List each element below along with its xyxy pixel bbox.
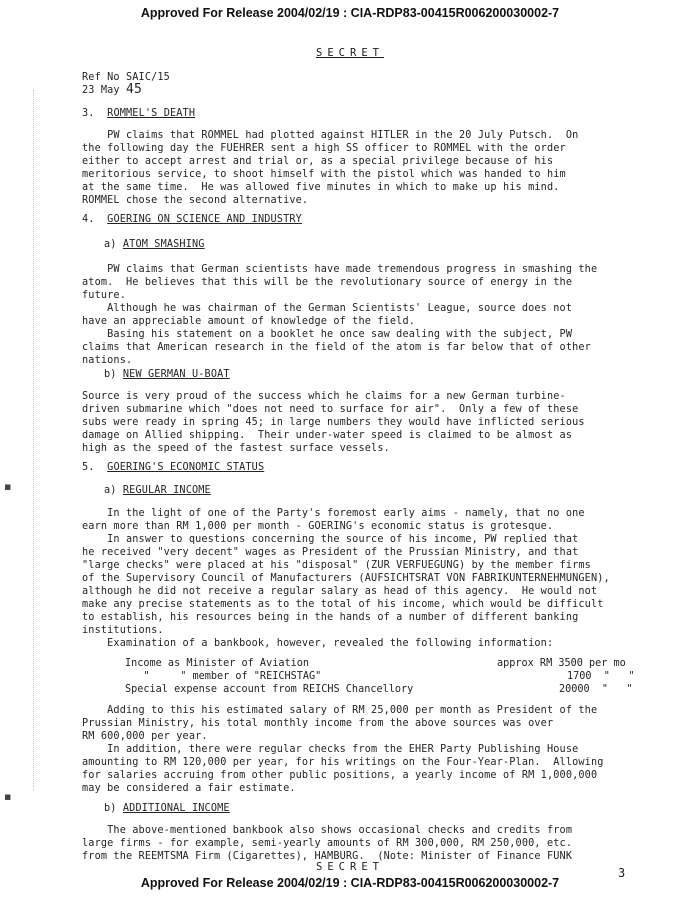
date-prefix: 23 May: [82, 85, 126, 96]
section-number: 3.: [82, 108, 95, 119]
margin-line: [33, 90, 35, 790]
text-line: Although he was chairman of the German Scientists' League, source does not: [82, 303, 573, 314]
text-line: In answer to questions concerning the source of his income, PW replied that: [82, 534, 579, 545]
release-stamp-top: Approved For Release 2004/02/19 : CIA-RDP83-00415R006200030002-7: [140, 6, 560, 20]
text-line: In addition, there were regular checks from the EHER Party Publishing House: [82, 744, 579, 755]
classification-bottom: SECRET: [316, 861, 384, 873]
text-line: from the REEMTSMA Firm (Cigarettes), HAMBURG. (Note: Minister of Finance FUNK: [82, 851, 573, 862]
subsection-4b-heading: [104, 368, 230, 381]
text-line: meritorious service, to shoot himself with the pistol which was handed to him: [82, 169, 566, 180]
subsection-title: ADDITIONAL INCOME: [122, 803, 230, 814]
reference-number: Ref No SAIC/15: [82, 72, 170, 83]
text-line: Prussian Ministry, his total monthly income from the above sources was over: [82, 718, 554, 729]
text-line: damage on Allied shipping. Their under-water speed is claimed to be almost as: [82, 430, 573, 441]
text-line: high as the speed of the fastest surface vessels.: [82, 443, 390, 454]
subsection-number: a): [104, 485, 117, 496]
text-line: have an appreciable amount of knowledge of the field.: [82, 316, 416, 327]
income-row-label: Income as Minister of Aviation: [125, 658, 310, 669]
text-line: of the Supervisory Council of Manufacturers (AUFSICHTSRAT VON FABRIKUNTERNEHMUNGEN),: [82, 573, 610, 584]
text-line: institutions.: [82, 625, 164, 636]
text-line: earn more than RM 1,000 per month - GOERING's economic status is grotesque.: [82, 521, 554, 532]
text-line: future.: [82, 290, 126, 301]
section-4-heading: [82, 213, 302, 226]
text-line: subs were ready in spring 45; in large numbers they would have inflicted serious: [82, 417, 585, 428]
text-line: claims that American research in the field of the atom is far below that of other: [82, 342, 591, 353]
text-line: PW claims that ROMMEL had plotted against HITLER in the 20 July Putsch. On: [82, 130, 579, 141]
section-title: ROMMEL'S DEATH: [107, 108, 196, 119]
subsection-title: NEW GERMAN U-BOAT: [122, 369, 230, 380]
text-line: either to accept arrest and trial or, as a special privilege because of his: [82, 156, 554, 167]
text-line: nations.: [82, 355, 133, 366]
text-line: The above-mentioned bankbook also shows occasional checks and credits from: [82, 825, 573, 836]
text-line: for salaries accruing from other public positions, a yearly income of RM 1,000,000: [82, 770, 598, 781]
text-line: ROMMEL chose the second alternative.: [82, 195, 309, 206]
income-row-value: 20000 " ": [559, 684, 633, 695]
income-row-value: approx RM 3500 per mo: [497, 658, 626, 669]
subsection-5a-heading: [104, 484, 211, 497]
section-title: GOERING'S ECONOMIC STATUS: [107, 462, 265, 473]
text-line: driven submarine which "does not need to surface for air". Only a few of these: [82, 404, 579, 415]
section-title: GOERING ON SCIENCE AND INDUSTRY: [107, 214, 302, 225]
subsection-number: b): [104, 803, 117, 814]
classification-top: SECRET: [316, 47, 384, 59]
subsection-title: ATOM SMASHING: [122, 239, 205, 250]
subsection-number: a): [104, 239, 117, 250]
text-line: amounting to RM 120,000 per year, for his writings on the Four-Year-Plan. Allowing: [82, 757, 604, 768]
margin-mark: ▪: [4, 790, 12, 803]
subsection-title: REGULAR INCOME: [122, 485, 211, 496]
date-year: 45: [125, 82, 142, 97]
text-line: at the same time. He was allowed five minutes in which to make up his mind.: [82, 182, 560, 193]
text-line: In the light of one of the Party's foremost early aims - namely, that no one: [82, 508, 585, 519]
section-5-heading: [82, 461, 264, 474]
income-row-label: Special expense account from REICHS Chancellory: [125, 684, 414, 695]
text-line: RM 600,000 per year.: [82, 731, 208, 742]
text-line: Adding to this his estimated salary of RM 25,000 per month as President of the: [82, 705, 598, 716]
text-line: may be considered a fair estimate.: [82, 783, 296, 794]
text-line: atom. He believes that this will be the revolutionary source of energy in the: [82, 277, 573, 288]
subsection-4a-heading: [104, 238, 205, 251]
section-number: 4.: [82, 214, 95, 225]
text-line: Basing his statement on a booklet he once saw dealing with the subject, PW: [82, 329, 573, 340]
subsection-number: b): [104, 369, 117, 380]
text-line: Examination of a bankbook, however, revealed the following information:: [82, 638, 554, 649]
text-line: PW claims that German scientists have made tremendous progress in smashing the: [82, 264, 598, 275]
text-line: large firms - for example, semi-yearly amounts of RM 300,000, RM 250,000, etc.: [82, 838, 573, 849]
text-line: make any precise statements as to the total of his income, which would be difficult: [82, 599, 604, 610]
section-3-heading: [82, 107, 195, 120]
text-line: to establish, his resources being in the hands of a number of different banking: [82, 612, 579, 623]
margin-mark: ▪: [4, 480, 12, 493]
text-line: Source is very proud of the success which he claims for a new German turbine-: [82, 391, 566, 402]
text-line: although he did not receive a regular salary as head of this agency. He would not: [82, 586, 598, 597]
income-row-label: " " member of "REICHSTAG": [125, 671, 322, 682]
income-row-value: 1700 " ": [567, 671, 635, 682]
text-line: "large checks" were placed at his "disposal" (ZUR VERFUEGUNG) by the member firms: [82, 560, 591, 571]
text-line: he received "very decent" wages as President of the Prussian Ministry, and that: [82, 547, 579, 558]
section-number: 5.: [82, 462, 95, 473]
text-line: the following day the FUEHRER sent a high SS officer to ROMMEL with the order: [82, 143, 566, 154]
page-number: 3: [618, 866, 626, 880]
release-stamp-bottom: Approved For Release 2004/02/19 : CIA-RDP83-00415R006200030002-7: [140, 876, 560, 890]
subsection-5b-heading: [104, 802, 230, 815]
document-date: [82, 83, 142, 97]
